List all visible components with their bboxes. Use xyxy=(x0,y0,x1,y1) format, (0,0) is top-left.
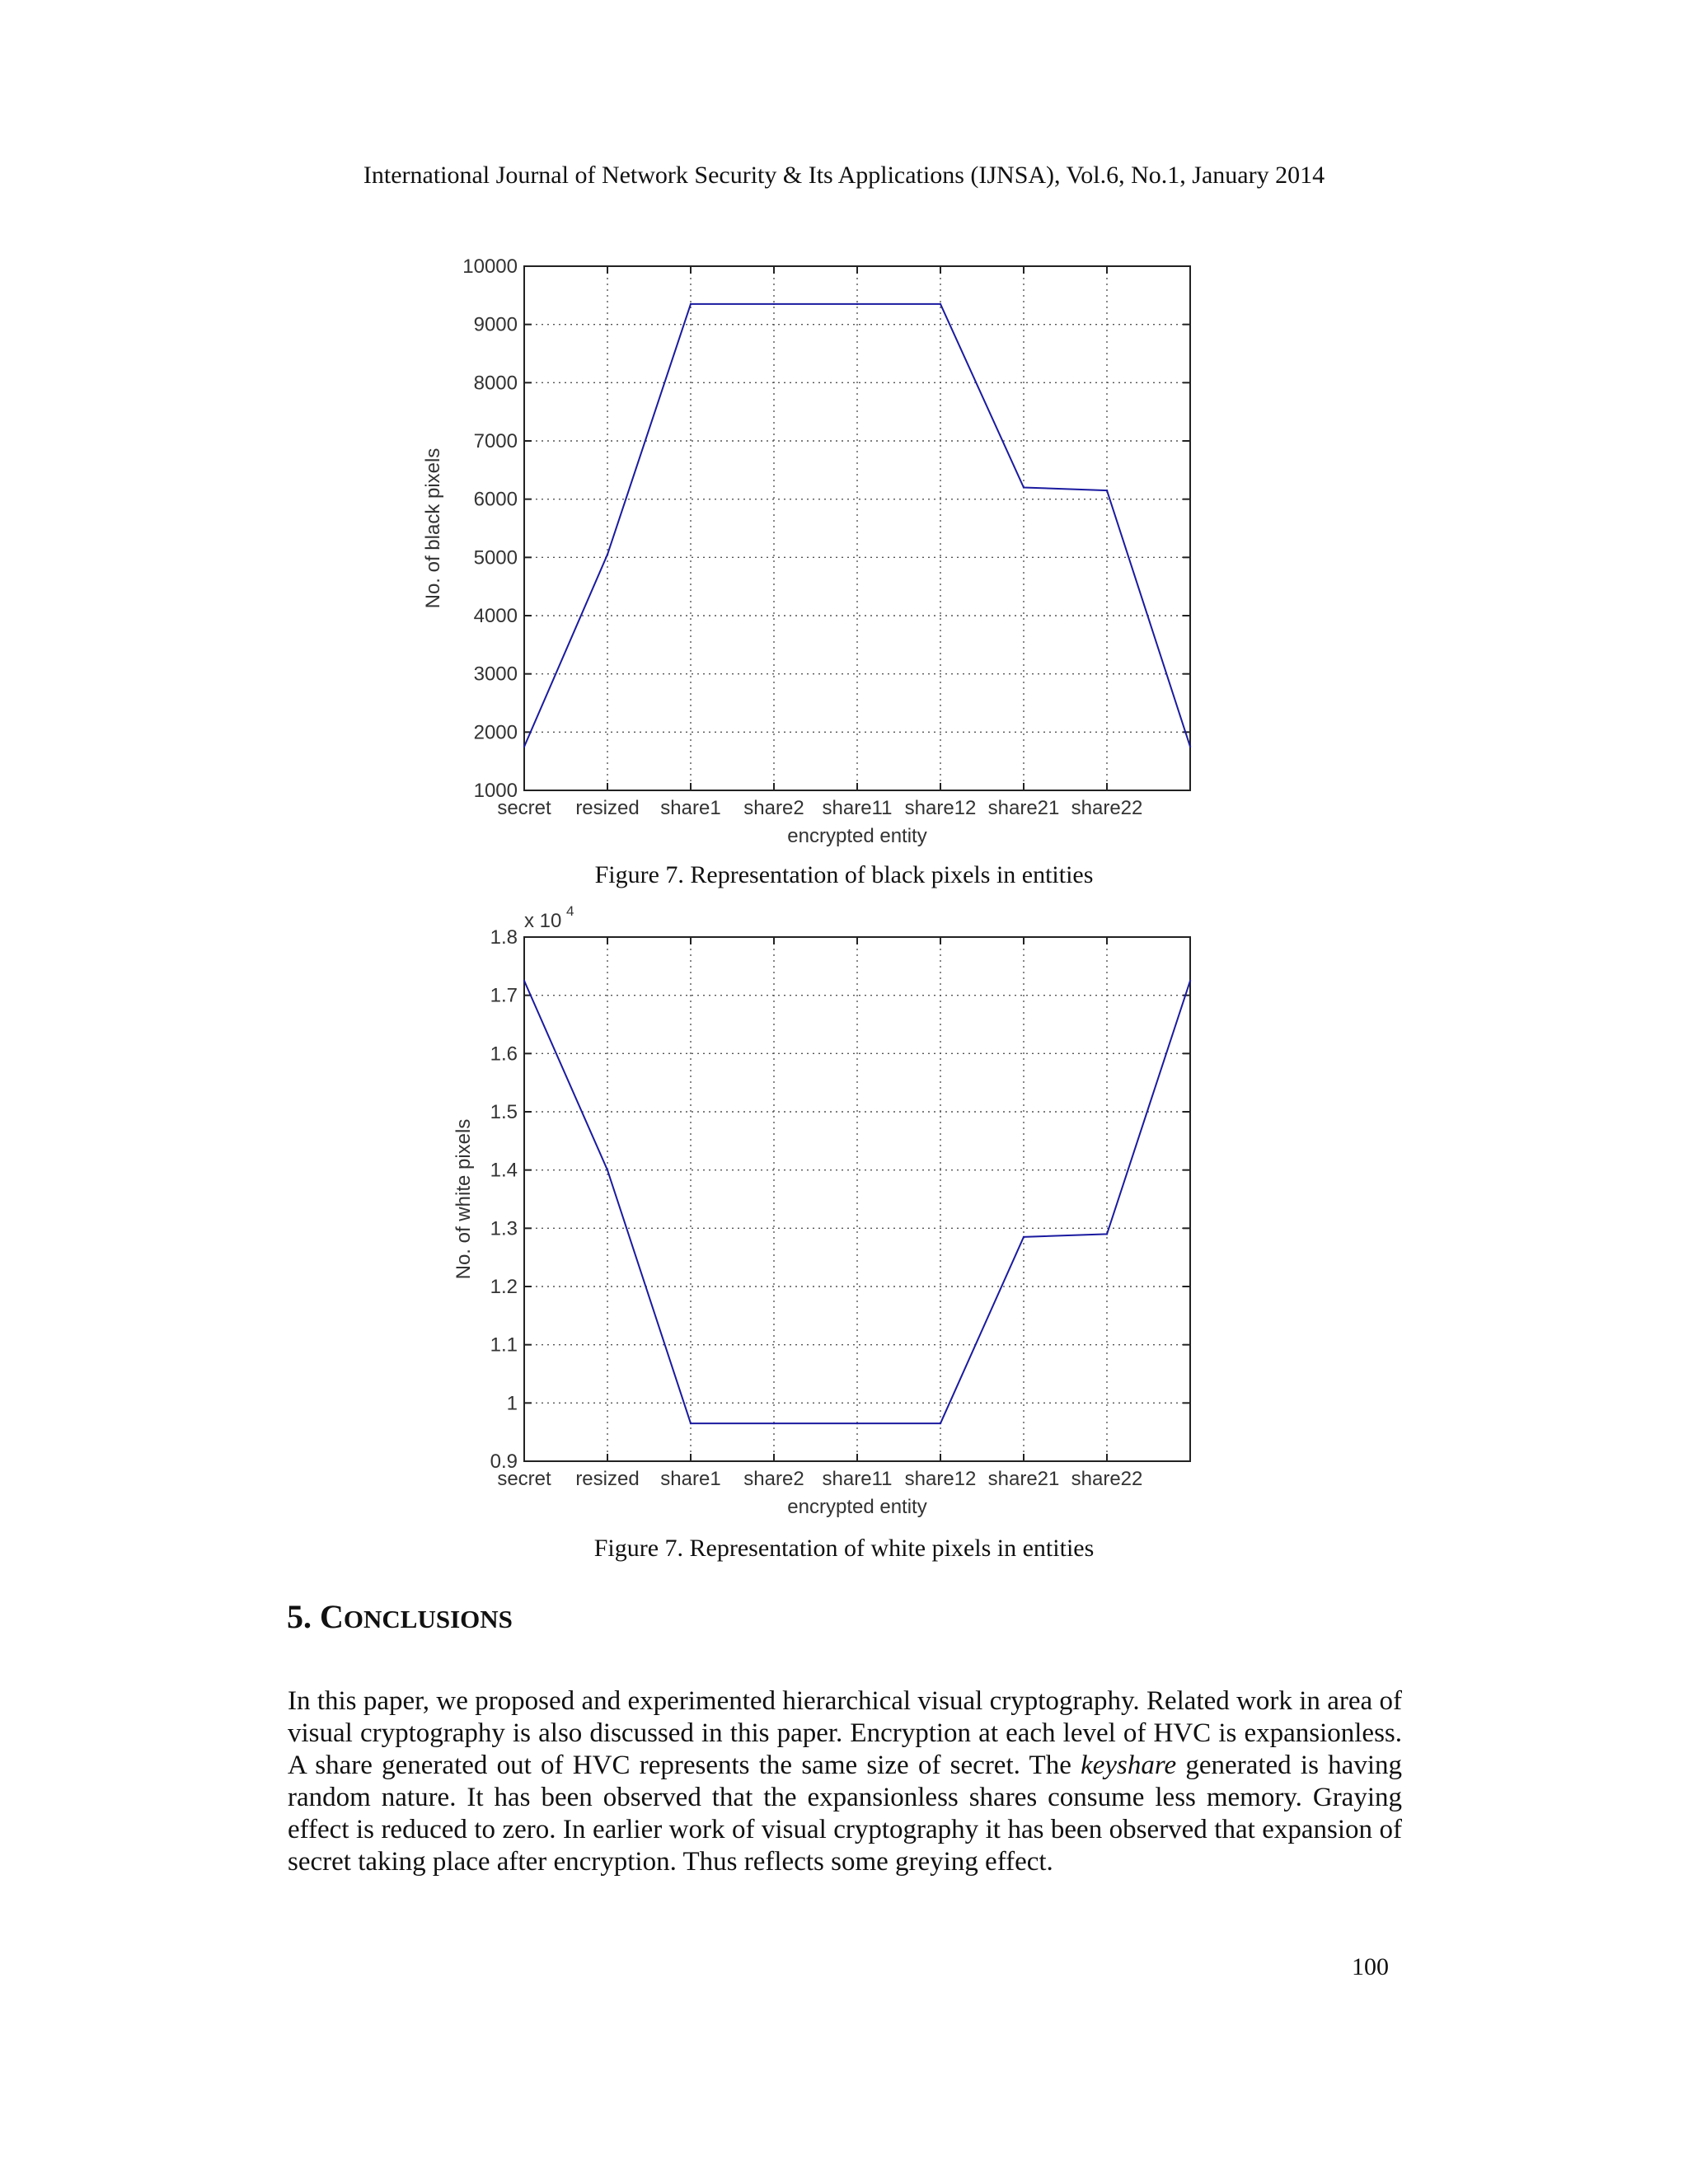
x-tick-label: share22 xyxy=(1071,1468,1143,1490)
x-tick-label: share11 xyxy=(822,1468,893,1490)
axis-exponent-power: 4 xyxy=(566,903,574,919)
axis-exponent-label: x 10 xyxy=(524,910,562,932)
page-number: 100 xyxy=(1352,1953,1389,1980)
y-tick-label: 3000 xyxy=(473,663,518,686)
y-axis-label: No. of white pixels xyxy=(452,1118,475,1280)
paragraph-emphasis: keyshare xyxy=(1081,1750,1177,1780)
y-tick-label: 0.9 xyxy=(490,1451,518,1473)
data-point xyxy=(856,303,858,305)
y-tick-label: 4000 xyxy=(473,605,518,627)
x-tick-label: secret xyxy=(497,797,551,819)
x-axis-label: encrypted entity xyxy=(787,825,927,847)
data-point xyxy=(940,303,941,305)
data-point xyxy=(523,746,525,748)
data-point xyxy=(1106,490,1108,491)
figure-caption-black: Figure 7. Representation of black pixels in entities xyxy=(594,861,1094,888)
section-title-initial: C xyxy=(320,1598,344,1635)
data-point xyxy=(523,980,525,982)
data-point xyxy=(940,1422,941,1424)
section-number: 5. xyxy=(287,1598,312,1635)
data-point xyxy=(856,1422,858,1424)
x-tick-label: resized xyxy=(575,1468,640,1490)
data-point xyxy=(1023,1236,1025,1238)
x-tick-label: secret xyxy=(497,1468,551,1490)
y-tick-label: 1.7 xyxy=(490,984,518,1007)
data-point xyxy=(690,303,692,305)
paragraph-text-start: In this paper, we proposed and experimented hierarchical visual cryptography. Related work in area of visual cryptography is also discussed in this paper. Encryption at each level of HVC is expansionless. A share generated out of HVC represents the same size of secret. The xyxy=(288,1686,1402,1780)
x-tick-label: share22 xyxy=(1071,797,1143,819)
y-axis-label: No. of black pixels xyxy=(422,448,444,609)
figure-black-pixels xyxy=(0,0,1688,907)
white-pixels-chart xyxy=(0,898,1688,1566)
x-tick-label: share1 xyxy=(660,797,721,819)
data-point xyxy=(607,554,608,555)
y-tick-label: 6000 xyxy=(473,488,518,511)
paragraph-text-end: generated is having random nature. It has been observed that the expansionless shares consume less memory. Graying effect is reduced to zero. In earlier work of visual cryptography it has been observed that expansion of secret taking place after encryption. Thus reflects some greying effect. xyxy=(288,1750,1402,1877)
y-tick-label: 1.6 xyxy=(490,1043,518,1066)
black-pixels-chart xyxy=(0,0,1688,907)
y-tick-label: 8000 xyxy=(473,372,518,395)
x-tick-label: share2 xyxy=(743,1468,804,1490)
y-tick-label: 9000 xyxy=(473,313,518,336)
y-tick-label: 1.2 xyxy=(490,1276,518,1298)
y-tick-label: 1000 xyxy=(473,780,518,802)
x-tick-label: share21 xyxy=(987,797,1060,819)
section-heading xyxy=(287,1597,513,1636)
data-point xyxy=(1106,1233,1108,1235)
y-tick-label: 1.1 xyxy=(490,1333,518,1357)
y-tick-label: 7000 xyxy=(473,430,518,452)
data-point xyxy=(1189,980,1191,982)
x-axis-label: encrypted entity xyxy=(787,1496,927,1518)
x-tick-label: share11 xyxy=(822,797,893,819)
running-header: International Journal of Network Security & Its Applications (IJNSA), Vol.6, No.1, January 2014 xyxy=(363,162,1325,189)
data-point xyxy=(607,1169,608,1170)
y-tick-label: 2000 xyxy=(473,721,518,744)
x-tick-label: share12 xyxy=(904,797,977,819)
figure-caption-white: Figure 7. Representation of white pixels in entities xyxy=(593,1535,1095,1562)
x-tick-label: share12 xyxy=(904,1468,977,1490)
data-point xyxy=(1189,746,1191,748)
x-tick-label: resized xyxy=(575,797,640,819)
y-tick-label: 1 xyxy=(506,1392,518,1415)
y-tick-label: 1.5 xyxy=(490,1101,518,1123)
section-title-rest: ONCLUSIONS xyxy=(343,1605,513,1633)
data-point xyxy=(773,1422,775,1424)
figure-white-pixels xyxy=(0,898,1688,1566)
x-tick-label: share21 xyxy=(987,1468,1060,1490)
data-point xyxy=(690,1422,692,1424)
y-tick-label: 5000 xyxy=(473,546,518,569)
y-tick-label: 10000 xyxy=(462,255,518,278)
conclusions-paragraph xyxy=(288,1685,1402,1878)
y-tick-label: 1.4 xyxy=(490,1159,518,1182)
data-point xyxy=(1023,486,1025,488)
y-tick-label: 1.8 xyxy=(490,926,518,949)
data-point xyxy=(773,303,775,305)
x-tick-label: share2 xyxy=(743,797,804,819)
y-tick-label: 1.3 xyxy=(490,1217,518,1240)
x-tick-label: share1 xyxy=(660,1468,721,1490)
